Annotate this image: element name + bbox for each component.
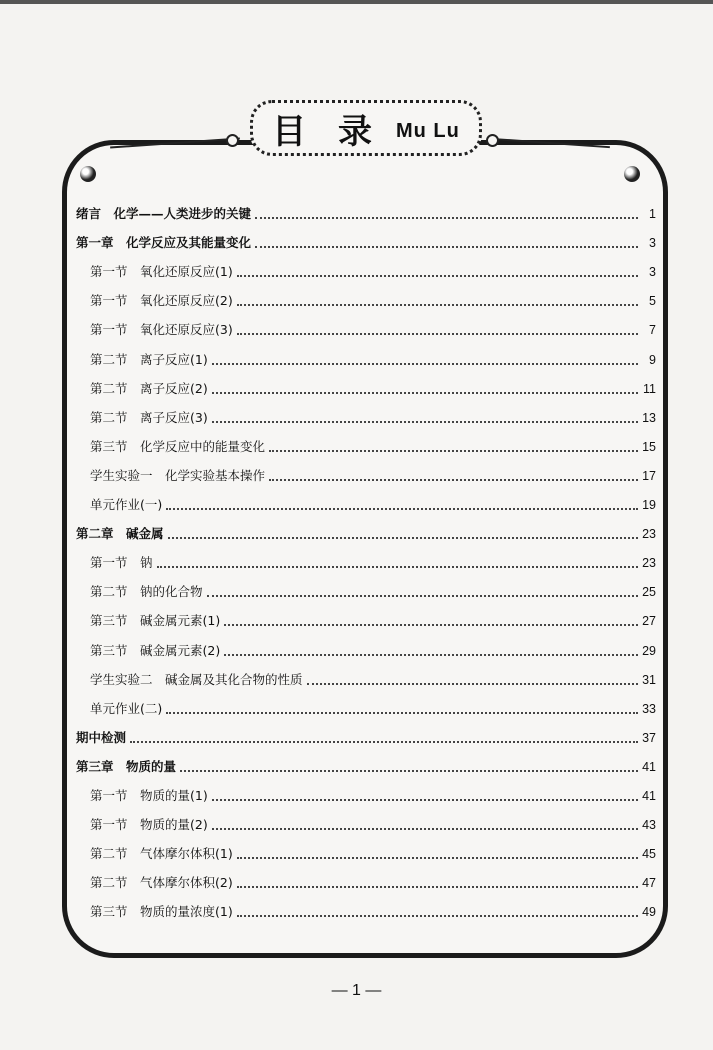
toc-entry-page: 43: [642, 818, 656, 832]
dot-leader: [237, 303, 638, 306]
toc-entry-page: 47: [642, 876, 656, 890]
toc-entry[interactable]: [90, 844, 656, 864]
toc-entry-page: 41: [642, 789, 656, 803]
toc-entry-label: 第二节 离子反应(1): [90, 352, 208, 367]
dot-leader: [166, 711, 638, 714]
toc-entry-label: 学生实验一 化学实验基本操作: [90, 468, 266, 483]
toc-entry-label: 第三章 物质的量: [76, 759, 177, 774]
toc-title-pinyin: Mu Lu: [395, 119, 460, 142]
toc-entry-label: 第一节 物质的量(2): [90, 817, 208, 832]
toc-entry-page: 15: [642, 440, 656, 454]
toc-title-chinese: 目 录: [272, 111, 382, 152]
toc-entry-label: 第一节 氧化还原反应(2): [90, 293, 233, 308]
toc-entry-label: 第二节 离子反应(2): [90, 381, 208, 396]
toc-entry-page: 23: [642, 556, 656, 570]
dot-leader: [237, 332, 638, 335]
toc-entry-label: 第三节 物质的量浓度(1): [90, 904, 233, 919]
toc-entry[interactable]: [90, 379, 656, 399]
toc-entry[interactable]: [90, 873, 656, 893]
dot-leader: [224, 653, 638, 656]
dot-leader: [166, 507, 638, 510]
dot-leader: [237, 856, 638, 859]
toc-entry-label: 单元作业(一): [90, 497, 163, 512]
toc-entry-page: 23: [642, 527, 656, 541]
toc-entry[interactable]: [90, 670, 656, 690]
toc-entry-label: 第三节 化学反应中的能量变化: [90, 439, 266, 454]
toc-entry-page: 3: [649, 265, 656, 279]
toc-entry-label: 第一章 化学反应及其能量变化: [76, 235, 252, 250]
dot-leader: [255, 216, 638, 219]
toc-entry-label: 第三节 碱金属元素(1): [90, 613, 221, 628]
toc-entry-page: 45: [642, 847, 656, 861]
toc-entry[interactable]: [90, 408, 656, 428]
toc-entry-label: 第二章 碱金属: [76, 526, 164, 541]
toc-entry[interactable]: [90, 699, 656, 719]
toc-entry-label: 绪言 化学——人类进步的关键: [76, 206, 252, 221]
toc-entry[interactable]: [90, 786, 656, 806]
dot-leader: [269, 478, 638, 481]
toc-entry-page: 3: [649, 236, 656, 250]
toc-entry-label: 期中检测: [76, 730, 127, 745]
toc-entry-page: 9: [649, 353, 656, 367]
toc-entry[interactable]: [90, 466, 656, 486]
dot-leader: [130, 740, 638, 743]
toc-entry[interactable]: [90, 902, 656, 922]
toc-entry-label: 第一节 物质的量(1): [90, 788, 208, 803]
toc-entry[interactable]: [90, 641, 656, 661]
toc-entry[interactable]: [90, 262, 656, 282]
toc-entry-page: 27: [642, 614, 656, 628]
toc-entry[interactable]: [90, 437, 656, 457]
page-number-footer: — 1 —: [331, 982, 382, 999]
toc-entry-label: 第二节 离子反应(3): [90, 410, 208, 425]
toc-entry-page: 13: [642, 411, 656, 425]
toc-entry-page: 31: [642, 673, 656, 687]
dot-leader: [212, 420, 638, 423]
toc-entry-label: 第三节 碱金属元素(2): [90, 643, 221, 658]
dot-leader: [237, 914, 638, 917]
toc-entry-page: 19: [642, 498, 656, 512]
dot-leader: [255, 245, 638, 248]
toc-entry-page: 5: [649, 294, 656, 308]
toc-entry[interactable]: [90, 611, 656, 631]
dot-leader: [307, 682, 638, 685]
dot-leader: [269, 449, 638, 452]
toc-entry[interactable]: [90, 495, 656, 515]
toc-entry[interactable]: [76, 204, 656, 224]
toc-entry-page: 11: [643, 382, 656, 396]
dot-leader: [212, 391, 638, 394]
toc-entry-page: 1: [649, 207, 656, 221]
dot-leader: [237, 885, 638, 888]
dot-leader: [157, 565, 638, 568]
toc-entry-page: 41: [642, 760, 656, 774]
dot-leader: [224, 623, 638, 626]
toc-entry-page: 49: [642, 905, 656, 919]
dot-leader: [237, 274, 638, 277]
toc-entry[interactable]: [90, 320, 656, 340]
toc-entry-label: 第二节 气体摩尔体积(1): [90, 846, 233, 861]
toc-entry[interactable]: [76, 524, 656, 544]
toc-entry-page: 25: [642, 585, 656, 599]
toc-entry[interactable]: [90, 582, 656, 602]
dot-leader: [212, 362, 638, 365]
toc-entry-page: 7: [649, 323, 656, 337]
dot-leader: [180, 769, 638, 772]
toc-entry-label: 单元作业(二): [90, 701, 163, 716]
toc-entry-label: 第一节 钠: [90, 555, 153, 570]
toc-entry-label: 学生实验二 碱金属及其化合物的性质: [90, 672, 303, 687]
toc-entry[interactable]: [90, 291, 656, 311]
dot-leader: [168, 536, 638, 539]
toc-entry[interactable]: [90, 350, 656, 370]
toc-entry-label: 第二节 钠的化合物: [90, 584, 203, 599]
toc-entry[interactable]: [76, 728, 656, 748]
toc-entry-page: 17: [642, 469, 656, 483]
dot-leader: [207, 594, 638, 597]
toc-entry[interactable]: [90, 815, 656, 835]
toc-entry-label: 第一节 氧化还原反应(1): [90, 264, 233, 279]
toc-entry-label: 第二节 气体摩尔体积(2): [90, 875, 233, 890]
toc-entry[interactable]: [90, 553, 656, 573]
toc-entry-label: 第一节 氧化还原反应(3): [90, 322, 233, 337]
dot-leader: [212, 798, 638, 801]
dot-leader: [212, 827, 638, 830]
toc-entry[interactable]: [76, 233, 656, 253]
toc-entry-page: 37: [642, 731, 656, 745]
toc-entry-page: 29: [642, 644, 656, 658]
toc-entry-page: 33: [642, 702, 656, 716]
toc-entry[interactable]: [76, 757, 656, 777]
